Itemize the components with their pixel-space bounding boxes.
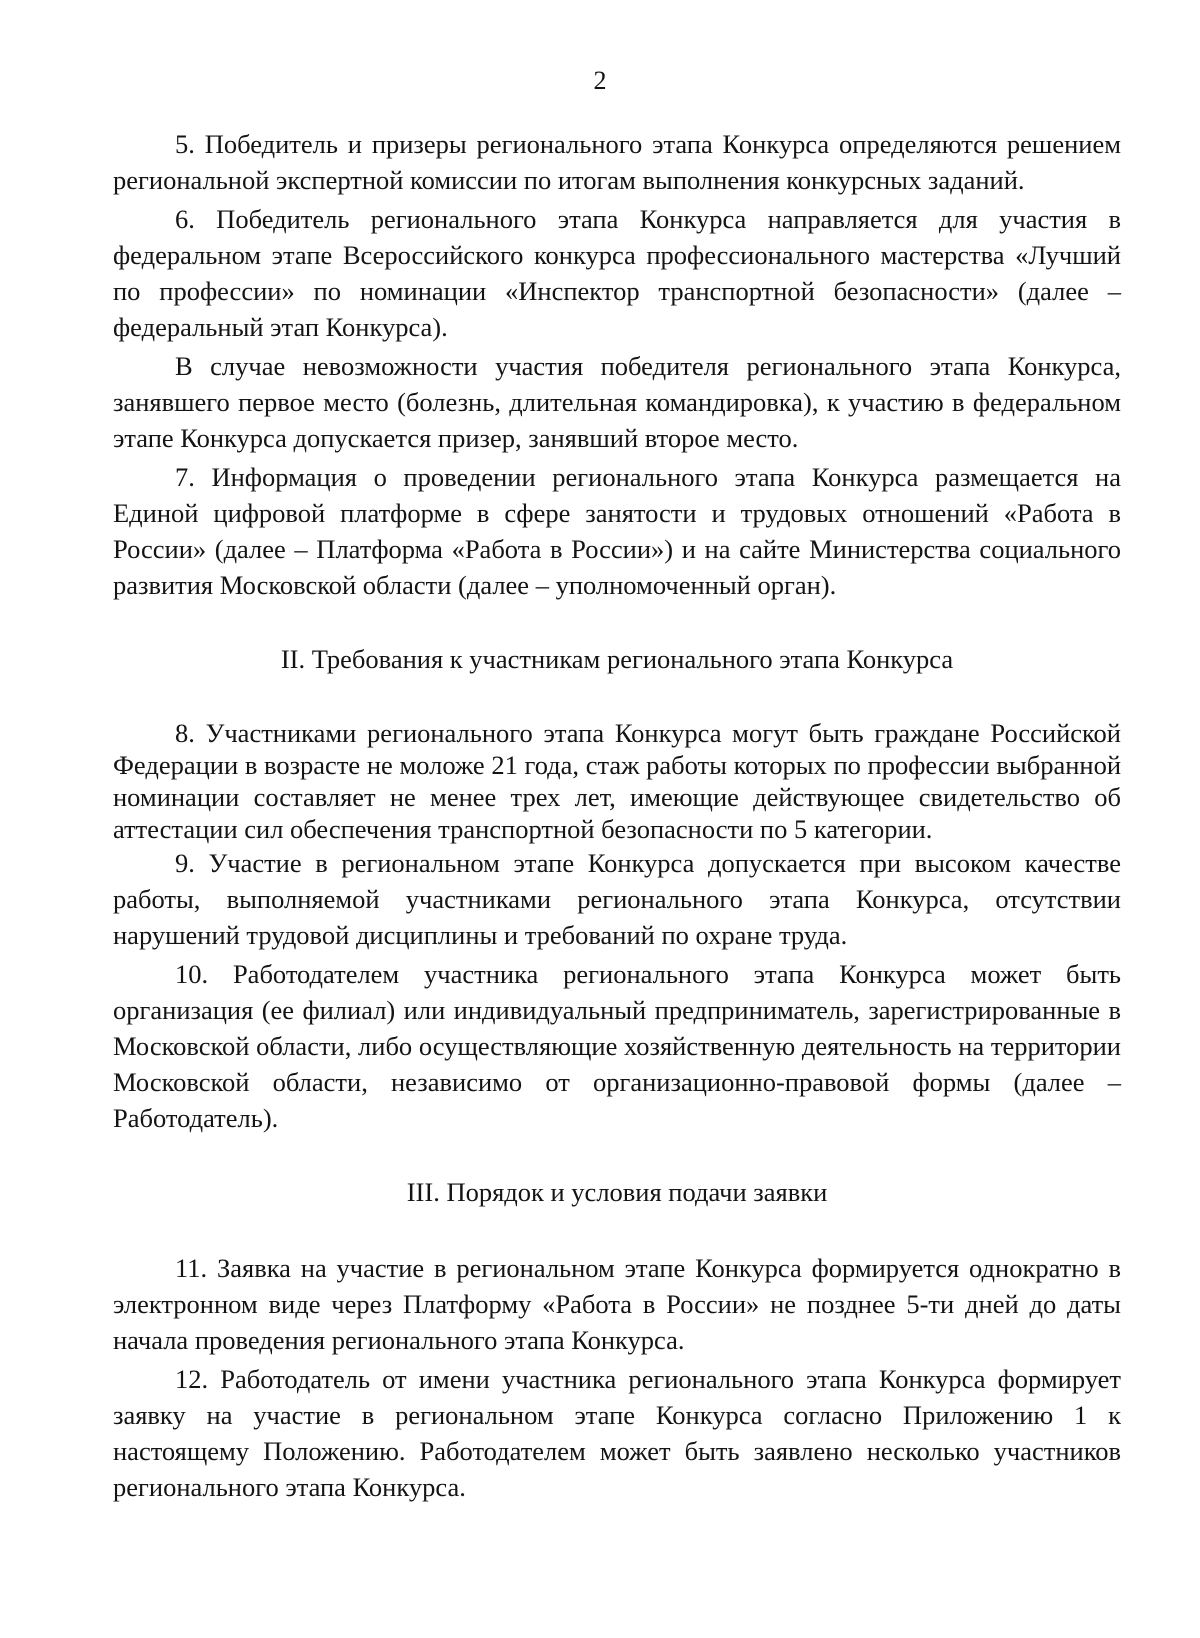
paragraph-9: 9. Участие в региональном этапе Конкурса допускается при высоком качестве работы, выполняемой участниками регионального этапа Конкурса, отсутствии нарушений трудовой дисциплины и требований по охране труда. — [113, 848, 1121, 950]
section-2-heading: II. Требования к участникам регионального этапа Конкурса — [280, 644, 954, 674]
paragraph-8: 8. Участниками регионального этапа Конкурса могут быть граждане Российской Федерации в возрасте не моложе 21 года, стаж работы которых по профессии выбранной номинации составляет не менее трех лет, имеющие действующее свидетельство об аттестации сил обеспечения транспортной безопасности по 5 категории. — [113, 718, 1121, 844]
page-number: 2 — [593, 66, 607, 95]
paragraph-7: 7. Информация о проведении регионального этапа Конкурса размещается на Единой цифровой платформе в сфере занятости и трудовых отношений «Работа в России» (далее – Платформа «Работа в России») и на сайте Министерства социального развития Московской области (далее – уполномоченный орган). — [113, 462, 1121, 600]
paragraph-10: 10. Работодателем участника регионального этапа Конкурса может быть организация (ее филиал) или индивидуальный предприниматель, зарегистрированные в Московской области, либо осуществляющие хозяйственную деятельность на территории Московской области, независимо от организационно-правовой формы (далее – Работодатель). — [113, 959, 1121, 1133]
paragraph-11: 11. Заявка на участие в региональном этапе Конкурса формируется однократно в электронном виде через Платформу «Работа в России» не позднее 5-ти дней до даты начала проведения регионального этапа Конкурса. — [113, 1253, 1121, 1355]
paragraph-12: 12. Работодатель от имени участника регионального этапа Конкурса формирует заявку на участие в региональном этапе Конкурса согласно Приложению 1 к настоящему Положению. Работодателем может быть заявлено несколько участников регионального этапа Конкурса. — [113, 1364, 1121, 1502]
paragraph-6-continuation: В случае невозможности участия победителя регионального этапа Конкурса, занявшего первое место (болезнь, длительная командировка), к участию в федеральном этапе Конкурса допускается призер, занявший второе место. — [113, 351, 1121, 453]
section-3-heading: III. Порядок и условия подачи заявки — [406, 1177, 828, 1207]
paragraph-6: 6. Победитель регионального этапа Конкурса направляется для участия в федеральном этапе Всероссийского конкурса профессионального мастерства «Лучший по профессии» по номинации «Инспектор транспортной безопасности» (далее – федеральный этап Конкурса). — [113, 204, 1121, 342]
paragraph-5: 5. Победитель и призеры регионального этапа Конкурса определяются решением региональной экспертной комиссии по итогам выполнения конкурсных заданий. — [113, 129, 1121, 195]
document-body — [113, 126, 1121, 1505]
